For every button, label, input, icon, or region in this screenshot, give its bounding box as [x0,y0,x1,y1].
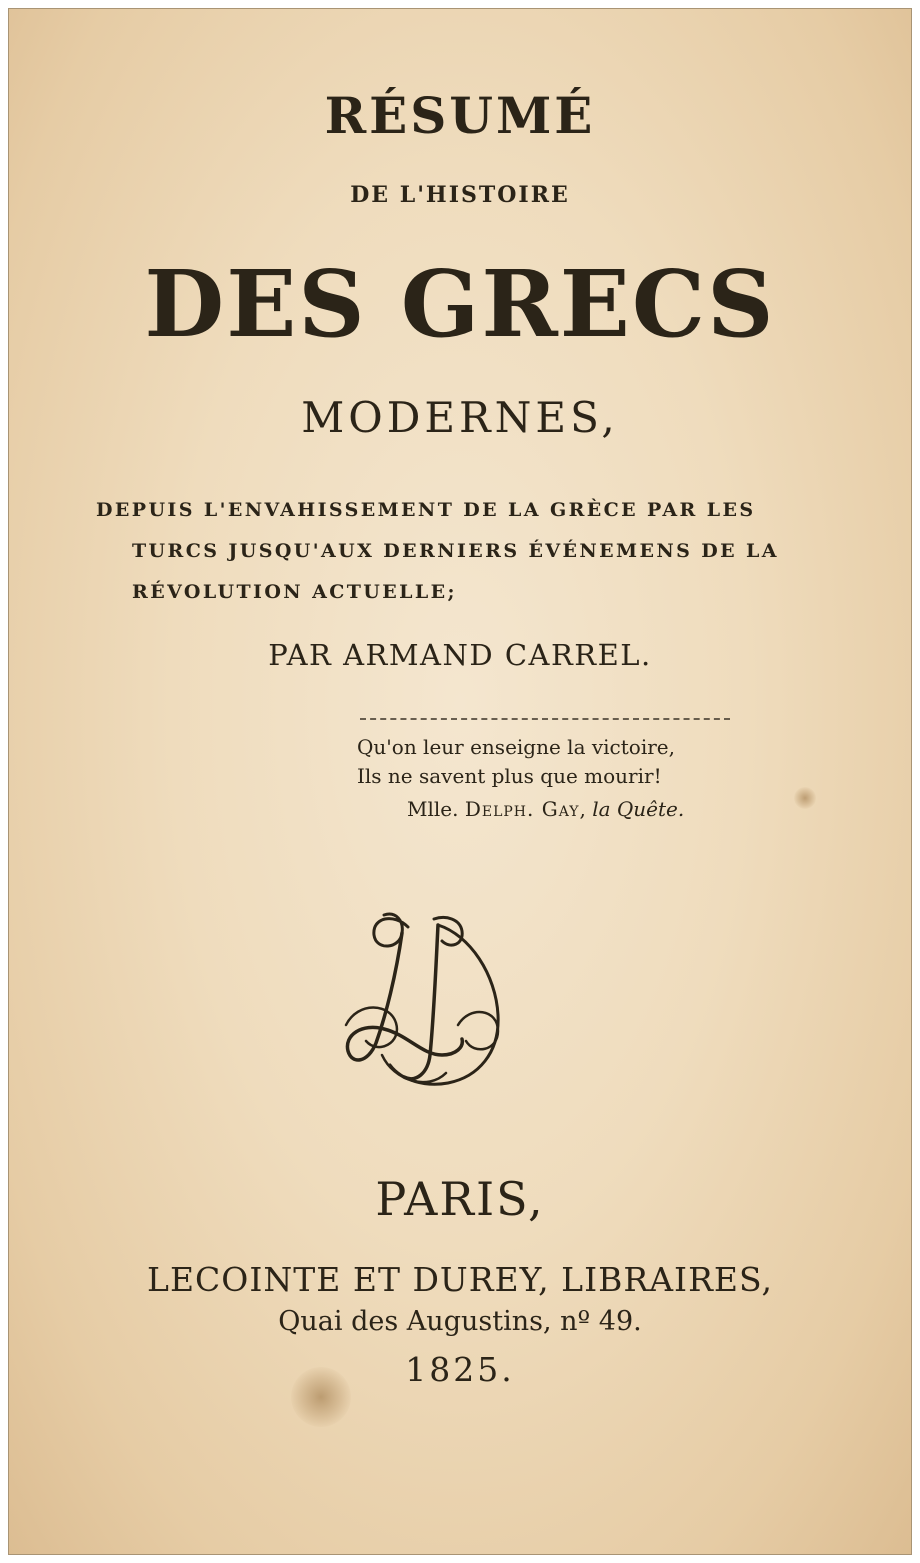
attribution-separator: , [579,797,593,821]
subtitle-line: RÉVOLUTION ACTUELLE; [132,581,457,603]
subtitle [96,490,796,613]
attribution-prefix: Mlle. [407,797,465,821]
ld-monogram-icon [338,905,508,1095]
title-de-lhistoire: DE L'HISTOIRE [350,182,570,208]
epigraph-line: Qu'on leur enseigne la victoire, [357,735,675,759]
epigraph-line: Ils ne savent plus que mourir! [357,764,662,788]
imprint-year: 1825. [405,1350,515,1389]
epigraph-attribution [407,797,684,821]
title-des-grecs: DES GRECS [144,250,776,358]
dashed-rule [360,718,730,720]
title-resume: RÉSUMÉ [324,86,596,145]
title-modernes: MODERNES, [301,393,619,442]
subtitle-line: TURCS JUSQU'AUX DERNIERS ÉVÉNEMENS DE LA [132,540,779,562]
subtitle-line: DEPUIS L'ENVAHISSEMENT DE LA GRÈCE PAR LES [96,499,756,521]
imprint-publisher: LECOINTE ET DUREY, LIBRAIRES, [147,1260,773,1299]
imprint-city: PARIS, [375,1172,545,1226]
foxing-stain [794,787,816,809]
imprint-address: Quai des Augustins, nº 49. [278,1306,642,1337]
attribution-work: la Quête. [592,797,685,821]
author-line: PAR ARMAND CARREL. [268,638,652,672]
attribution-name: Delph. Gay [464,797,580,821]
